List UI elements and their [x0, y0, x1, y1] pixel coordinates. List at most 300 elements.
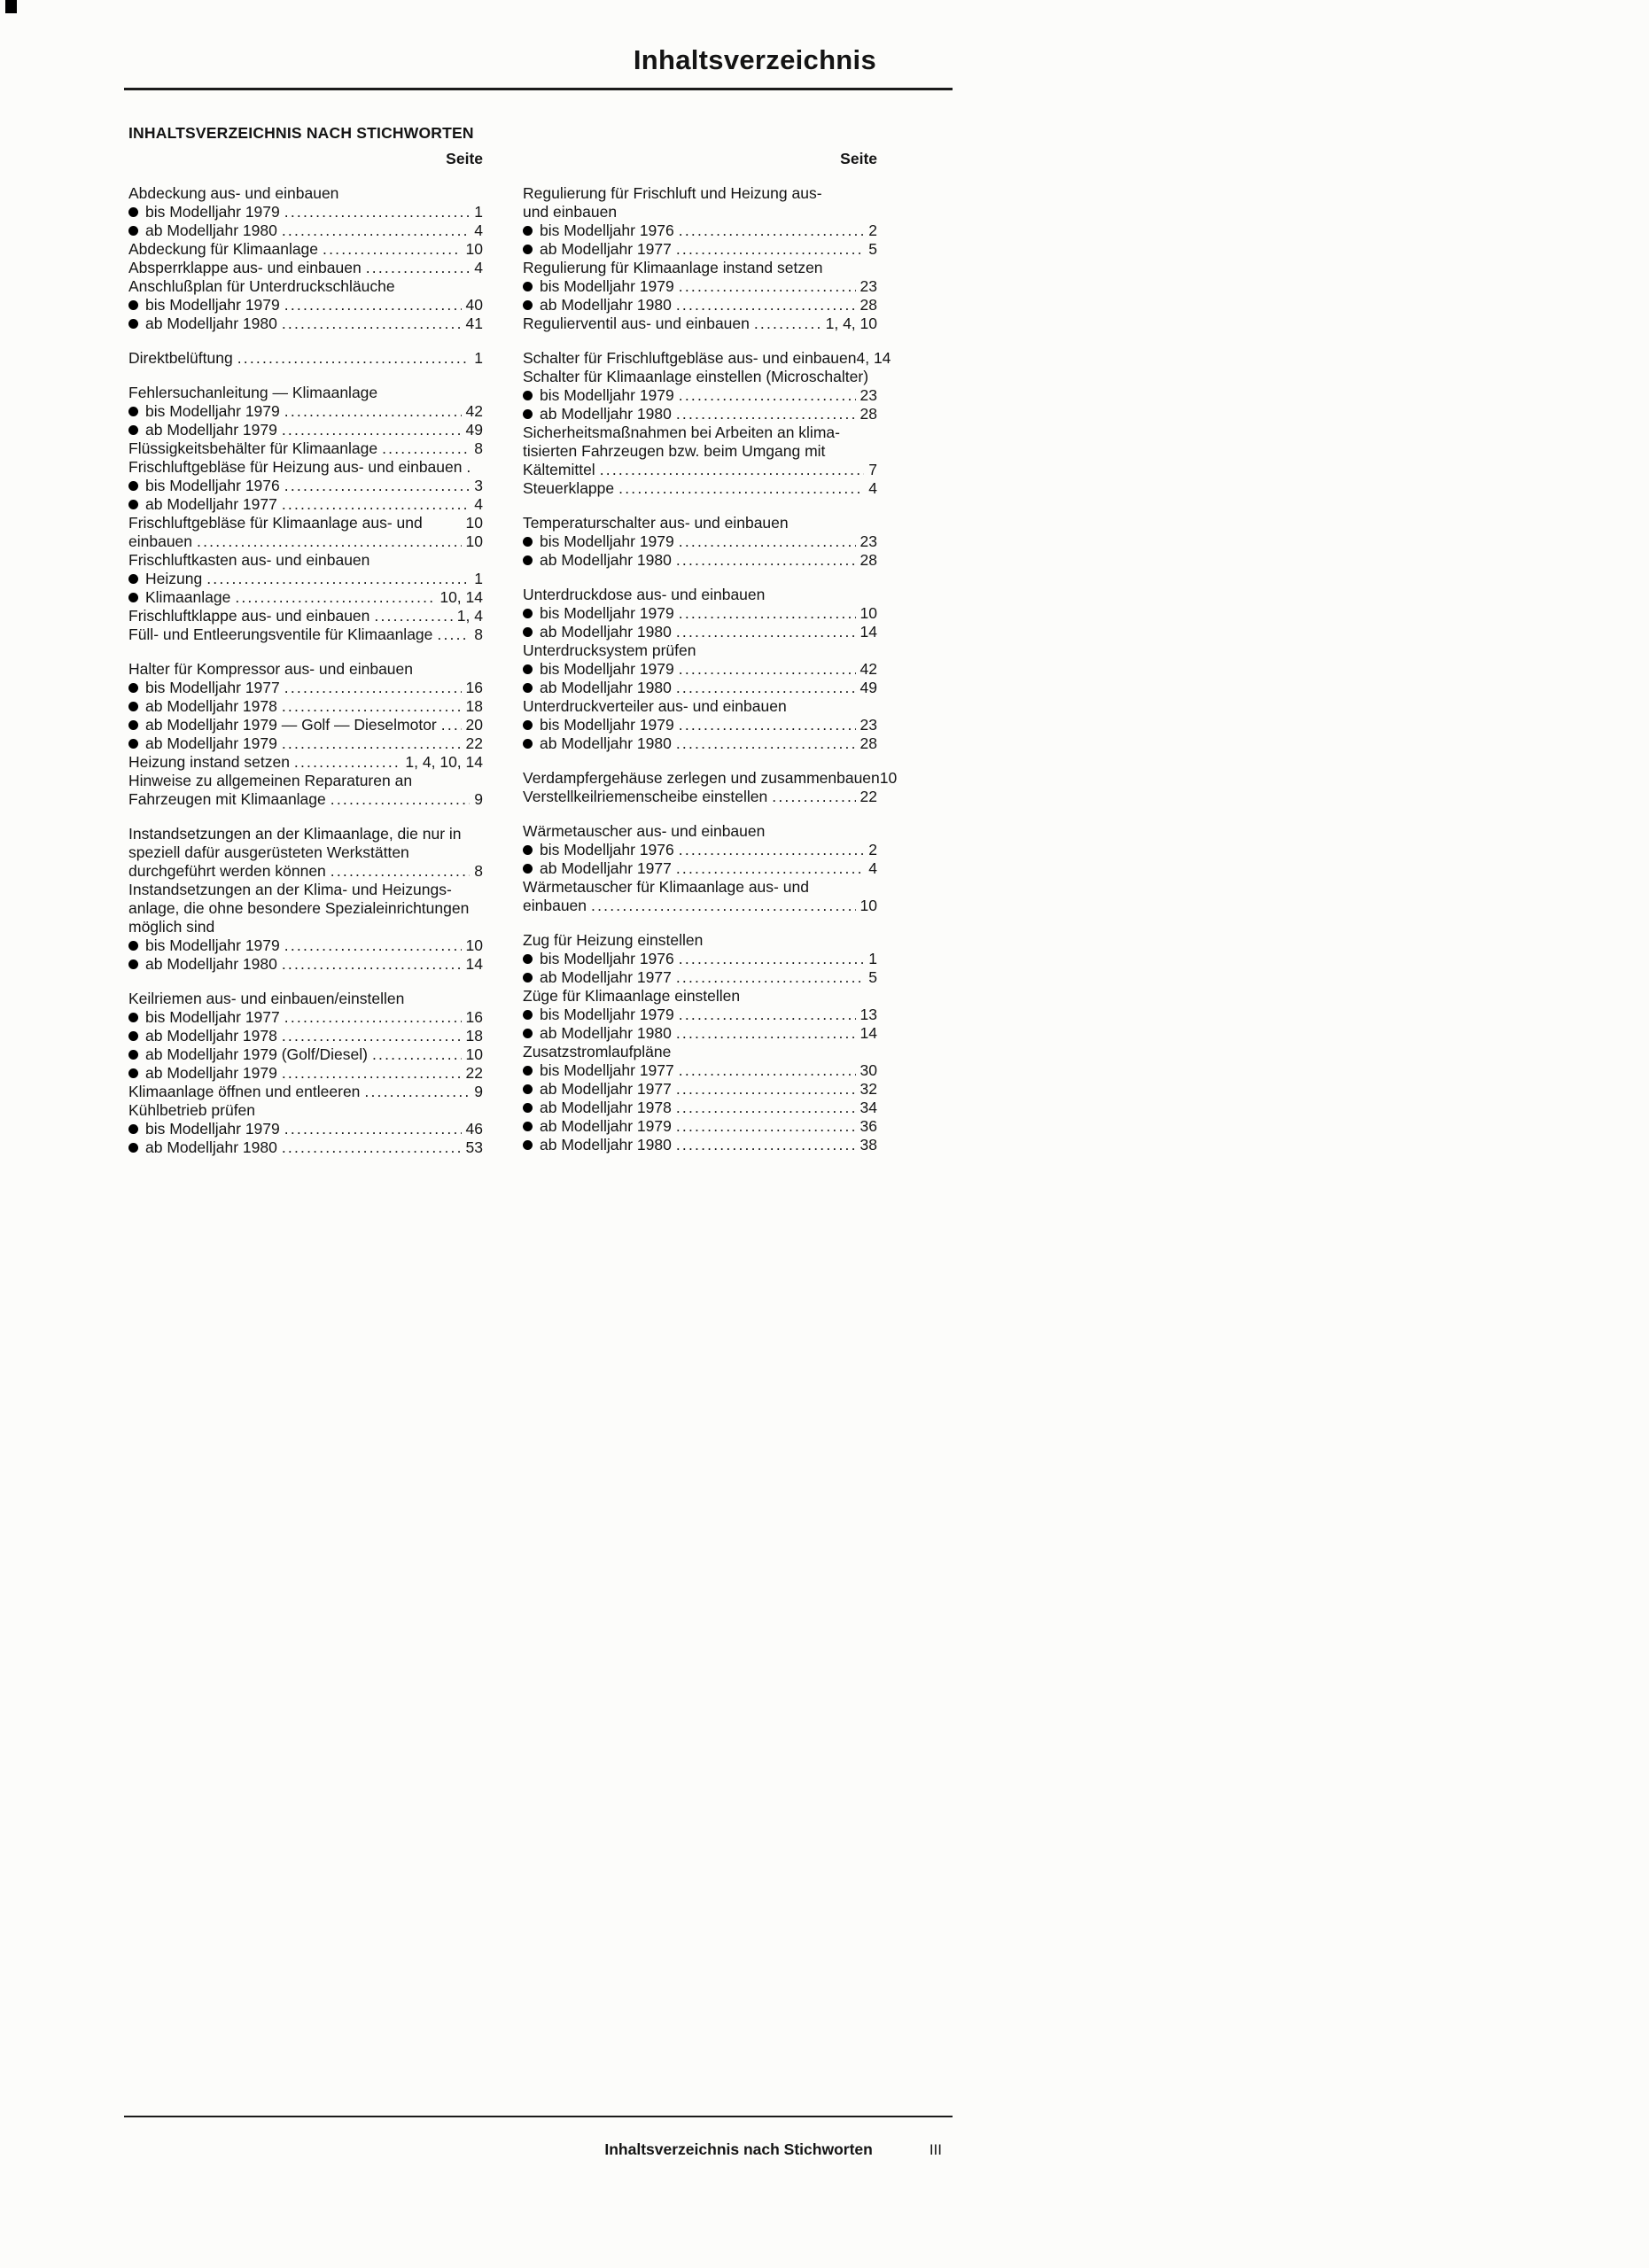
dot-leader	[676, 859, 864, 878]
toc-entry-label: bis Modelljahr 1979	[540, 532, 674, 550]
toc-entry-page: 10	[860, 604, 877, 622]
toc-entry-label: Heizung instand setzen	[128, 753, 290, 771]
toc-entry-label: bis Modelljahr 1977	[145, 1008, 280, 1026]
toc-entry-label: ab Modelljahr 1979	[145, 1064, 277, 1082]
dot-leader	[364, 1083, 470, 1101]
toc-entry-label: bis Modelljahr 1979	[145, 203, 280, 221]
toc-entry	[128, 1138, 483, 1157]
toc-entry-page: 18	[465, 1027, 483, 1045]
toc-entry-page: 38	[860, 1136, 877, 1153]
toc-entry	[128, 625, 483, 644]
toc-entry-page: 4	[474, 259, 483, 276]
toc-entry-page: 16	[465, 679, 483, 696]
dot-leader	[676, 1024, 856, 1043]
toc-entry-page: 10	[860, 897, 877, 914]
toc-column-left	[128, 184, 483, 1157]
dot-leader	[676, 623, 856, 641]
toc-entry-label: bis Modelljahr 1979	[540, 604, 674, 622]
toc-entry-page: 7	[868, 461, 877, 478]
dot-leader	[772, 788, 855, 806]
toc-entry-page: 2	[868, 841, 877, 858]
dot-leader	[294, 753, 401, 772]
toc-entry-label: Temperaturschalter aus- und einbauen	[523, 514, 789, 532]
dot-leader	[282, 495, 470, 514]
bullet-icon	[128, 683, 138, 693]
toc-entry	[128, 458, 483, 477]
dot-leader	[206, 570, 470, 588]
toc-entry	[523, 349, 891, 368]
bullet-icon	[128, 574, 138, 584]
toc-entry	[523, 822, 877, 841]
toc-entry-page: 20	[465, 716, 483, 734]
toc-entry	[128, 862, 483, 881]
toc-entry-page: 4, 14	[856, 349, 891, 367]
toc-entry	[128, 259, 483, 277]
dot-leader	[679, 532, 856, 551]
dot-leader	[676, 968, 864, 987]
toc-entry	[523, 641, 877, 660]
toc-entry	[523, 479, 877, 498]
dot-leader	[372, 1045, 462, 1064]
toc-entry-label: Direktbelüftung	[128, 349, 233, 367]
page-header	[124, 44, 953, 90]
dot-leader	[284, 679, 462, 697]
toc-entry-label: ab Modelljahr 1977	[540, 1080, 672, 1098]
toc-entry	[523, 551, 877, 570]
dot-leader	[679, 1061, 856, 1080]
toc-entry	[523, 1117, 877, 1136]
dot-leader	[284, 203, 471, 221]
toc-entry-label: Anschlußplan für Unterdruckschläuche	[128, 277, 395, 295]
toc-entry-page: 5	[868, 968, 877, 986]
bullet-icon	[523, 245, 533, 254]
dot-leader	[679, 660, 856, 679]
dot-leader	[441, 716, 462, 734]
toc-entry-label: bis Modelljahr 1976	[540, 841, 674, 858]
toc-entry-page: 23	[860, 386, 877, 404]
dot-leader	[679, 716, 856, 734]
page-footer	[124, 2116, 953, 2159]
toc-entry-label: Abdeckung für Klimaanlage	[128, 240, 319, 258]
toc-entry	[523, 203, 877, 221]
toc-entry-page: 23	[860, 716, 877, 734]
bullet-icon	[128, 1124, 138, 1134]
toc-entry-label: ab Modelljahr 1980	[540, 405, 672, 423]
toc-entry-label: einbauen	[523, 897, 587, 914]
toc-entry	[523, 859, 877, 878]
toc-entry-label: bis Modelljahr 1979	[540, 1006, 674, 1023]
toc-entry-label: Frischluftgebläse für Heizung aus- und einbauen .	[128, 458, 471, 476]
dot-leader	[282, 221, 470, 240]
toc-entry-label: ab Modelljahr 1980	[145, 955, 277, 973]
bullet-icon	[523, 409, 533, 419]
dot-leader	[676, 1117, 856, 1136]
toc-block	[523, 586, 877, 753]
toc-entry	[128, 790, 483, 809]
toc-entry	[128, 1101, 483, 1120]
bullet-icon	[523, 226, 533, 236]
bullet-icon	[128, 959, 138, 969]
toc-entry-label: Regulierung für Klimaanlage instand setzen	[523, 259, 823, 276]
toc-entry-label: ab Modelljahr 1980	[540, 734, 672, 752]
dot-leader	[679, 604, 856, 623]
bullet-icon	[128, 1068, 138, 1078]
toc-entry	[523, 514, 877, 532]
toc-entry-page: 8	[474, 862, 483, 880]
toc-entry	[523, 259, 877, 277]
toc-entry-label: ab Modelljahr 1980	[145, 221, 277, 239]
toc-entry-label: Füll- und Entleerungsventile für Klimaanlage	[128, 625, 433, 643]
toc-entry-label: Absperrklappe aus- und einbauen	[128, 259, 362, 276]
toc-entry-label: ab Modelljahr 1980	[540, 623, 672, 641]
bullet-icon	[523, 1010, 533, 1020]
dot-leader	[284, 1008, 462, 1027]
bullet-icon	[523, 683, 533, 693]
toc-entry-label: Wärmetauscher aus- und einbauen	[523, 822, 766, 840]
toc-entry	[128, 1083, 483, 1101]
toc-entry	[128, 990, 483, 1008]
toc-entry-label: ab Modelljahr 1980	[540, 679, 672, 696]
bullet-icon	[128, 1050, 138, 1060]
dot-leader	[197, 532, 462, 551]
bullet-icon	[128, 300, 138, 310]
bullet-icon	[523, 1066, 533, 1076]
scan-artifact	[5, 0, 17, 13]
toc-entry	[128, 1045, 483, 1064]
toc-entry	[128, 315, 483, 333]
toc-entry	[523, 184, 877, 203]
toc-entry	[523, 405, 877, 423]
toc-entry-label: Züge für Klimaanlage einstellen	[523, 987, 741, 1005]
toc-entry-label: Klimaanlage öffnen und entleeren	[128, 1083, 361, 1100]
toc-entry-page: 10	[465, 514, 483, 532]
toc-entry-label: Regulierung für Frischluft und Heizung aus-	[523, 184, 822, 202]
section-title: INHALTSVERZEICHNIS NACH STICHWORTEN	[128, 124, 474, 142]
toc-entry	[128, 1120, 483, 1138]
toc-entry-label: einbauen	[128, 532, 193, 550]
toc-entry-page: 49	[465, 421, 483, 439]
bullet-icon	[128, 425, 138, 435]
toc-entry	[128, 772, 483, 790]
toc-entry-label: bis Modelljahr 1979	[145, 936, 280, 954]
dot-leader	[618, 479, 864, 498]
toc-entry	[128, 825, 483, 843]
toc-entry-label: ab Modelljahr 1979 (Golf/Diesel)	[145, 1045, 368, 1063]
toc-entry-page: 4	[868, 859, 877, 877]
toc-entry-page: 14	[860, 623, 877, 641]
dot-leader	[679, 950, 865, 968]
toc-entry-label: Heizung	[145, 570, 203, 587]
toc-entry-label: bis Modelljahr 1977	[540, 1061, 674, 1079]
toc-entry-label: Instandsetzungen an der Klima- und Heizungs-	[128, 881, 452, 898]
toc-entry-label: Halter für Kompressor aus- und einbauen	[128, 660, 414, 678]
toc-entry	[523, 660, 877, 679]
toc-entry	[523, 423, 877, 442]
right-column-header	[523, 124, 877, 168]
toc-entry-label: bis Modelljahr 1979	[145, 1120, 280, 1138]
toc-entry-label: speziell dafür ausgerüsteten Werkstätten	[128, 843, 409, 861]
toc-entry	[128, 570, 483, 588]
toc-column-right	[523, 184, 898, 1154]
toc-entry-label: ab Modelljahr 1979	[145, 421, 277, 439]
toc-entry-page: 34	[860, 1099, 877, 1116]
toc-block	[128, 990, 483, 1157]
toc-entry	[523, 1099, 877, 1117]
toc-entry	[523, 461, 877, 479]
toc-entry	[523, 623, 877, 641]
toc-entry	[523, 878, 877, 897]
dot-leader	[679, 221, 865, 240]
dot-leader	[284, 1120, 462, 1138]
toc-entry-label: ab Modelljahr 1979 — Golf — Dieselmotor	[145, 716, 437, 734]
toc-entry	[128, 184, 483, 203]
dot-leader	[323, 240, 462, 259]
toc-entry-page: 14	[860, 1024, 877, 1042]
toc-entry-page: 23	[860, 532, 877, 550]
toc-entry	[523, 716, 877, 734]
bullet-icon	[523, 627, 533, 637]
toc-entry-label: Unterdruckdose aus- und einbauen	[523, 586, 766, 603]
toc-entry-label: Regulierventil aus- und einbauen	[523, 315, 750, 332]
toc-entry-page: 2	[868, 221, 877, 239]
toc-entry	[523, 240, 877, 259]
toc-entry-page: 42	[465, 402, 483, 420]
toc-entry-label: bis Modelljahr 1979	[145, 296, 280, 314]
toc-entry-label: Fehlersuchanleitung — Klimaanlage	[128, 384, 378, 401]
toc-entry-label: Steuerklappe	[523, 479, 615, 497]
toc-entry	[128, 955, 483, 974]
dot-leader	[331, 790, 471, 809]
bullet-icon	[128, 739, 138, 749]
toc-entry	[128, 384, 483, 402]
bullet-icon	[523, 739, 533, 749]
bullet-icon	[128, 1013, 138, 1022]
toc-entry-label: Unterdruckverteiler aus- und einbauen	[523, 697, 787, 715]
bullet-icon	[523, 537, 533, 547]
dot-leader	[284, 477, 471, 495]
toc-entry-label: Wärmetauscher für Klimaanlage aus- und	[523, 878, 809, 896]
bullet-icon	[523, 1103, 533, 1113]
toc-entry-page: 4	[474, 495, 483, 513]
toc-entry-page: 10	[465, 532, 483, 550]
dot-leader	[676, 1099, 856, 1117]
toc-entry-label: Fahrzeugen mit Klimaanlage	[128, 790, 326, 808]
dot-leader	[676, 1136, 856, 1154]
toc-entry-page: 10	[465, 936, 483, 954]
dot-leader	[437, 625, 470, 644]
toc-block	[523, 349, 891, 498]
footer-section-label: Inhaltsverzeichnis nach Stichworten	[604, 2140, 873, 2158]
toc-entry-label: bis Modelljahr 1979	[540, 277, 674, 295]
toc-entry-page: 3	[474, 477, 483, 494]
dot-leader	[679, 277, 856, 296]
toc-entry	[128, 349, 483, 368]
bullet-icon	[128, 1031, 138, 1041]
toc-entry-page: 8	[474, 625, 483, 643]
toc-entry	[128, 402, 483, 421]
toc-entry	[523, 1006, 877, 1024]
bullet-icon	[128, 1143, 138, 1153]
toc-entry-label: ab Modelljahr 1980	[145, 1138, 277, 1156]
toc-entry-label: bis Modelljahr 1977	[145, 679, 280, 696]
toc-entry-page: 16	[465, 1008, 483, 1026]
toc-entry-label: bis Modelljahr 1979	[540, 386, 674, 404]
toc-entry-page: 1	[474, 570, 483, 587]
toc-block	[523, 822, 877, 915]
bullet-icon	[128, 500, 138, 509]
toc-entry	[523, 442, 877, 461]
toc-entry	[523, 368, 877, 386]
bullet-icon	[523, 609, 533, 618]
dot-leader	[600, 461, 865, 479]
header-rule	[124, 88, 953, 90]
toc-entry	[128, 660, 483, 679]
toc-entry	[128, 551, 483, 570]
toc-entry-label: ab Modelljahr 1977	[540, 968, 672, 986]
toc-entry-page: 28	[860, 551, 877, 569]
toc-entry-page: 1	[868, 950, 877, 967]
toc-entry-label: anlage, die ohne besondere Spezialeinrichtungen	[128, 899, 470, 917]
bullet-icon	[523, 954, 533, 964]
bullet-icon	[128, 481, 138, 491]
toc-entry	[128, 881, 483, 899]
toc-entry-label: ab Modelljahr 1977	[540, 859, 672, 877]
toc-entry	[523, 221, 877, 240]
toc-entry	[128, 514, 483, 532]
dot-leader	[591, 897, 856, 915]
toc-entry-label: Schalter für Klimaanlage einstellen (Microschalter)	[523, 368, 869, 385]
toc-block	[128, 825, 483, 974]
toc-entry-page: 1, 4	[456, 607, 483, 625]
toc-entry	[523, 679, 877, 697]
toc-entry-page: 8	[474, 439, 483, 457]
toc-entry	[128, 495, 483, 514]
bullet-icon	[523, 845, 533, 855]
toc-entry-label: Frischluftkasten aus- und einbauen	[128, 551, 370, 569]
toc-entry-label: ab Modelljahr 1979	[540, 1117, 672, 1135]
dot-leader	[282, 421, 462, 439]
toc-entry	[128, 421, 483, 439]
toc-entry-page: 4	[868, 479, 877, 497]
bullet-icon	[523, 664, 533, 674]
toc-entry	[128, 203, 483, 221]
toc-entry-page: 41	[465, 315, 483, 332]
toc-entry-label: ab Modelljahr 1980	[540, 1136, 672, 1153]
bullet-icon	[523, 1140, 533, 1150]
toc-entry-label: Verdampfergehäuse zerlegen und zusammenbauen	[523, 769, 880, 787]
dot-leader	[237, 349, 471, 368]
page-title: Inhaltsverzeichnis	[633, 44, 876, 75]
toc-entry-page: 18	[465, 697, 483, 715]
page-column-label-left: Seite	[446, 150, 483, 167]
bullet-icon	[128, 407, 138, 416]
toc-block	[523, 931, 877, 1154]
bullet-icon	[128, 941, 138, 951]
bullet-icon	[523, 1029, 533, 1038]
toc-entry	[523, 1024, 877, 1043]
bullet-icon	[128, 207, 138, 217]
dot-leader	[282, 315, 462, 333]
dot-leader	[382, 439, 470, 458]
dot-leader	[679, 386, 856, 405]
toc-entry	[523, 386, 877, 405]
dot-leader	[284, 402, 462, 421]
toc-entry-page: 10, 14	[439, 588, 483, 606]
toc-entry-label: bis Modelljahr 1976	[540, 221, 674, 239]
toc-entry	[523, 277, 877, 296]
toc-entry-label: tisierten Fahrzeugen bzw. beim Umgang mit	[523, 442, 826, 460]
toc-entry	[523, 987, 877, 1006]
footer-row	[124, 2140, 953, 2159]
toc-block	[128, 384, 483, 644]
toc-entry-label: Unterdrucksystem prüfen	[523, 641, 696, 659]
toc-entry-label: ab Modelljahr 1977	[540, 240, 672, 258]
toc-entry-page: 13	[860, 1006, 877, 1023]
bullet-icon	[523, 720, 533, 730]
bullet-icon	[523, 1084, 533, 1094]
toc-entry	[523, 1043, 877, 1061]
toc-entry-page: 1	[474, 203, 483, 221]
toc-entry-label: Schalter für Frischluftgebläse aus- und einbauen	[523, 349, 857, 367]
page-column-label-right: Seite	[840, 150, 877, 167]
right-column	[523, 124, 898, 1157]
dot-leader	[679, 1006, 856, 1024]
toc-entry	[128, 296, 483, 315]
toc-entry	[128, 1027, 483, 1045]
toc-entry	[128, 532, 483, 551]
toc-entry	[523, 734, 877, 753]
toc-entry-page: 28	[860, 296, 877, 314]
dot-leader	[676, 551, 856, 570]
toc-entry-label: Keilriemen aus- und einbauen/einstellen	[128, 990, 405, 1007]
toc-entry-page: 1	[474, 349, 483, 367]
toc-entry-label: Kühlbetrieb prüfen	[128, 1101, 256, 1119]
toc-entry-label: Abdeckung aus- und einbauen	[128, 184, 339, 202]
toc-entry-label: bis Modelljahr 1976	[540, 950, 674, 967]
toc-entry	[523, 697, 877, 716]
toc-entry-page: 53	[465, 1138, 483, 1156]
footer-rule	[124, 2116, 953, 2117]
toc-entry	[128, 439, 483, 458]
toc-entry	[128, 1064, 483, 1083]
toc-entry-page: 9	[474, 790, 483, 808]
dot-leader	[676, 240, 864, 259]
toc-entry	[523, 897, 877, 915]
toc-entry	[523, 1061, 877, 1080]
toc-entry	[523, 1136, 877, 1154]
toc-entry-label: Hinweise zu allgemeinen Reparaturen an	[128, 772, 413, 789]
toc-entry-page: 30	[860, 1061, 877, 1079]
dot-leader	[282, 955, 462, 974]
toc-entry	[128, 277, 483, 296]
toc-entry-page: 42	[860, 660, 877, 678]
toc-entry-page: 32	[860, 1080, 877, 1098]
toc-content	[128, 124, 898, 1157]
toc-entry-label: Kältemittel	[523, 461, 595, 478]
toc-entry-page: 22	[465, 1064, 483, 1082]
toc-entry-page: 28	[860, 405, 877, 423]
toc-entry-page: 1, 4, 10	[825, 315, 877, 332]
toc-entry	[523, 315, 877, 333]
bullet-icon	[523, 555, 533, 565]
toc-entry-label: möglich sind	[128, 918, 215, 936]
toc-block	[128, 660, 483, 809]
dot-leader	[676, 296, 856, 315]
toc-entry-label: Frischluftklappe aus- und einbauen	[128, 607, 370, 625]
toc-entry-page: 22	[465, 734, 483, 752]
dot-leader	[282, 697, 462, 716]
toc-entry-label: bis Modelljahr 1979	[540, 716, 674, 734]
